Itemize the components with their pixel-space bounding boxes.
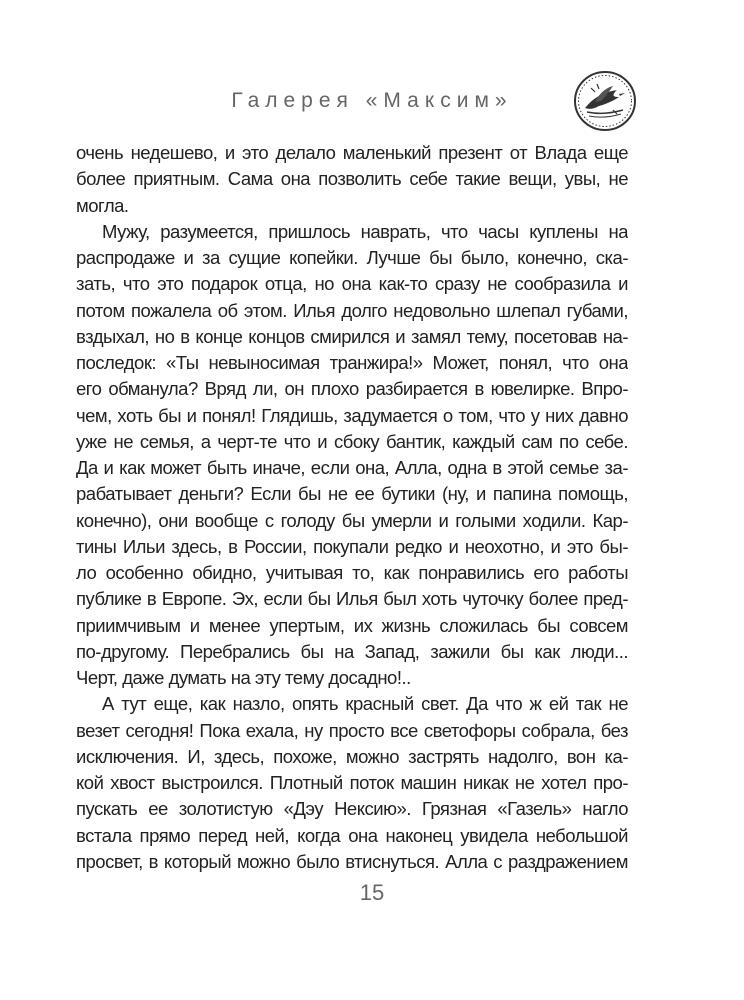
text-line: просвет, в который можно было втиснуться. Алла с раздражением [76, 850, 628, 872]
text-line: по-другому. Перебрались бы на Запад, зажили бы как люди... [76, 640, 628, 662]
text-line: потом пожалела об этом. Илья долго недовольно шлепал губами, [76, 299, 628, 321]
text-line: его обманула? Вряд ли, он плохо разбирается в ювелирке. Впро- [76, 378, 628, 400]
page-number: 15 [359, 880, 385, 905]
text-line: зать, что это подарок отца, но она как-то сразу не сообразила и [76, 273, 628, 295]
text-line: уже не семья, а черт-те что и сбоку бантик, каждый сам по себе. [76, 430, 628, 452]
text-line: конечно), они вообще с голоду бы умерли и голыми ходили. Кар- [76, 509, 628, 531]
text-line: последок: «Ты невыносимая транжира!» Может, понял, что она [76, 352, 628, 373]
text-line: Мужу, разумеется, пришлось наврать, что часы куплены на [102, 220, 628, 242]
text-line: Черт, даже думать на эту тему досадно!.. [76, 667, 411, 688]
text-line: распродаже и за сущие копейки. Лучше бы было, конечно, ска- [76, 247, 628, 268]
text-line: ло особенно обидно, учитывая то, как понравились его работы [76, 562, 628, 583]
page-body-text [76, 137, 628, 872]
text-line: кой хвост выстроился. Плотный поток машин никак не хотел про- [76, 772, 628, 793]
text-line: встала прямо перед ней, когда она наконец увидела небольшой [76, 824, 628, 846]
text-line: Да и как может быть иначе, если она, Алла, одна в этой семье за- [76, 457, 628, 478]
text-line: очень недешево, и это делало маленький презент от Влада еще [76, 142, 628, 163]
running-header-title: Галерея «Максим» [231, 89, 513, 112]
text-line: рабатывает деньги? Если бы не ее бутики (ну, и папина помощь, [76, 483, 628, 505]
text-line: публике в Европе. Эх, если бы Илья был хоть чуточку более пред- [76, 588, 628, 610]
text-line: тины Ильи здесь, в России, покупали редко и неохотно, и это бы- [76, 535, 628, 557]
text-line: везет сегодня! Пока ехала, ну просто все светофоры собрала, без [76, 719, 628, 741]
text-line: могла. [76, 194, 129, 216]
text-line: приимчивым и менее упертым, их жизнь сложилась бы совсем [76, 614, 628, 636]
text-line: пускать ее золотистую «Дэу Нексию». Грязная «Газель» нагло [76, 798, 628, 820]
text-line: вздыхал, но в конце концов смирился и замял тему, посетовав на- [76, 325, 628, 347]
text-line: чем, хоть бы и понял! Глядишь, задумается о том, что у них давно [76, 404, 628, 426]
text-line: А тут еще, как назло, опять красный свет. Да что ж ей так не [102, 693, 628, 715]
text-line: более приятным. Сама она позволить себе такие вещи, увы, не [76, 168, 628, 190]
bird-emblem-icon [573, 70, 637, 132]
text-line: исключения. И, здесь, похоже, можно застрять надолго, вон ка- [76, 745, 628, 767]
